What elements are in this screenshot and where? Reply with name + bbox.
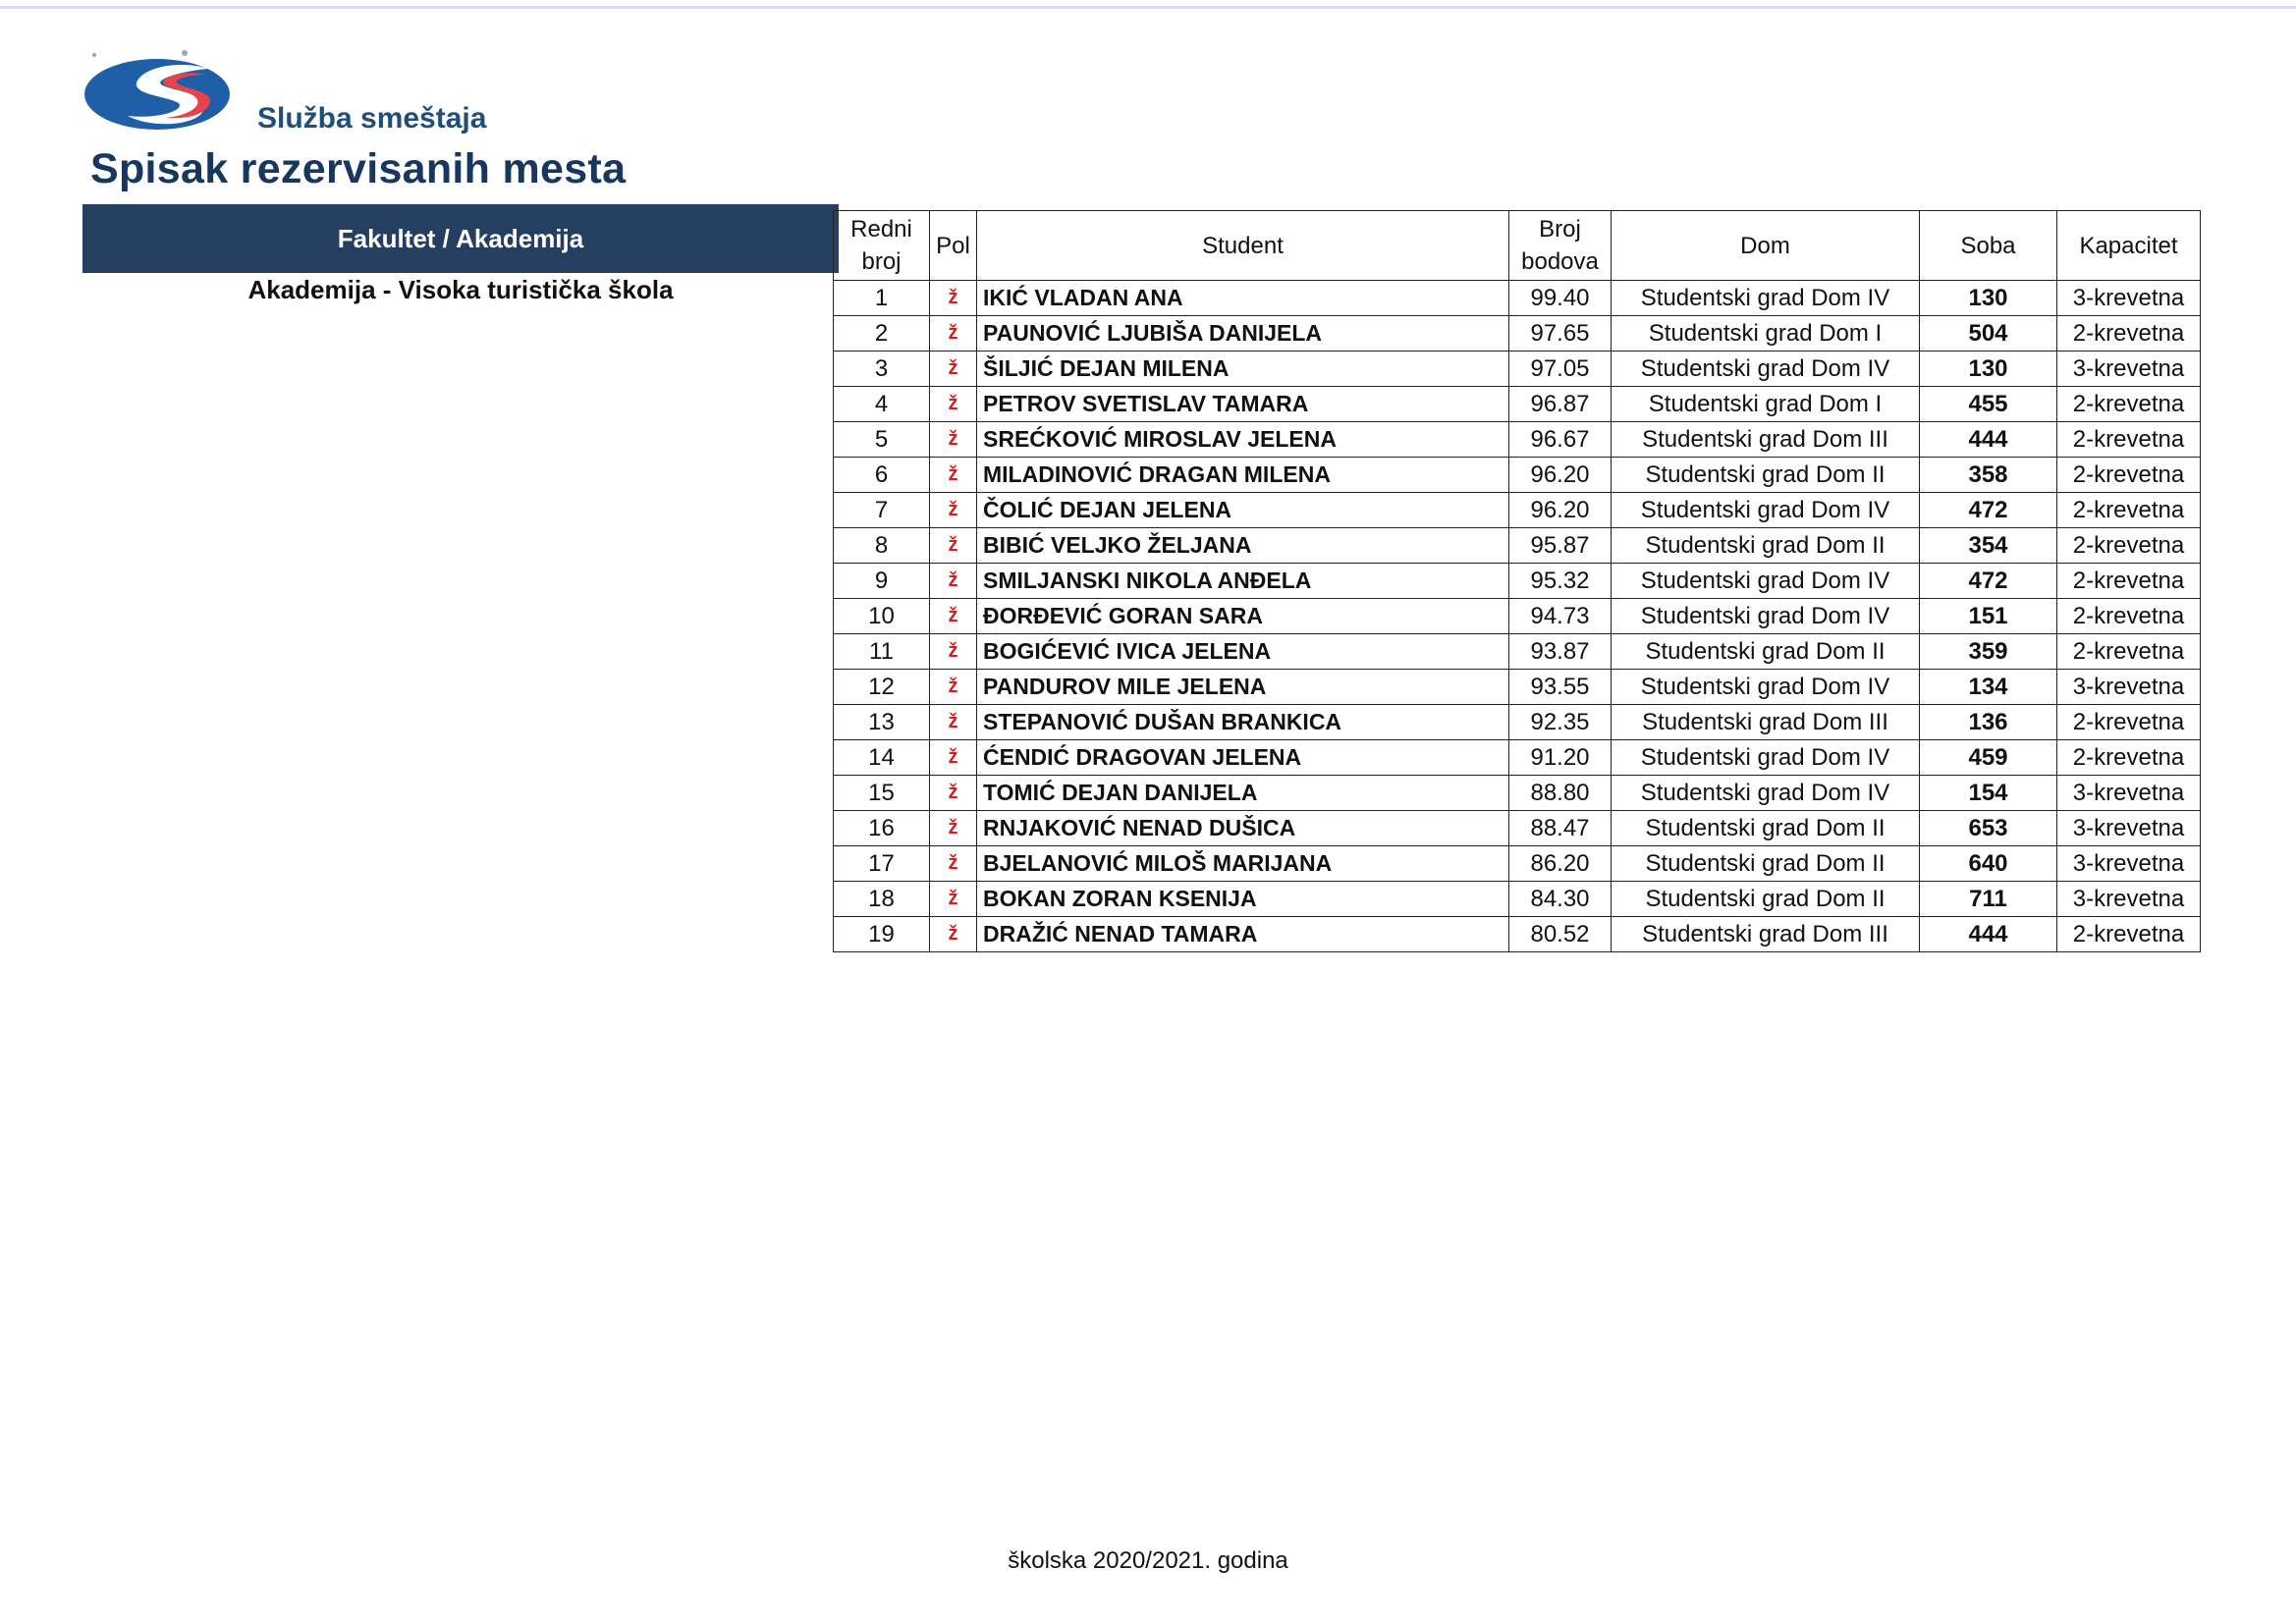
- row-number: 14: [834, 740, 930, 776]
- row-room: 653: [1920, 811, 2057, 846]
- row-capacity: 2-krevetna: [2057, 917, 2201, 952]
- row-number: 6: [834, 458, 930, 493]
- row-number: 18: [834, 882, 930, 917]
- row-number: 7: [834, 493, 930, 528]
- row-capacity: 3-krevetna: [2057, 882, 2201, 917]
- row-gender: ž: [930, 316, 977, 352]
- table-row: [834, 670, 2201, 705]
- table-row: [834, 564, 2201, 599]
- row-dormitory: Studentski grad Dom III: [1612, 705, 1920, 740]
- row-gender: ž: [930, 776, 977, 811]
- row-student-name: SMILJANSKI NIKOLA ANĐELA: [977, 564, 1509, 599]
- row-room: 354: [1920, 528, 2057, 564]
- row-student-name: STEPANOVIĆ DUŠAN BRANKICA: [977, 705, 1509, 740]
- row-student-name: SREĆKOVIĆ MIROSLAV JELENA: [977, 422, 1509, 458]
- row-number: 10: [834, 599, 930, 634]
- row-points: 96.87: [1509, 387, 1612, 422]
- column-header-broj-bodova: Broj bodova: [1509, 211, 1612, 281]
- row-capacity: 2-krevetna: [2057, 740, 2201, 776]
- row-gender: ž: [930, 422, 977, 458]
- column-header-kapacitet: Kapacitet: [2057, 211, 2201, 281]
- row-points: 94.73: [1509, 599, 1612, 634]
- column-header-soba: Soba: [1920, 211, 2057, 281]
- row-student-name: MILADINOVIĆ DRAGAN MILENA: [977, 458, 1509, 493]
- row-capacity: 2-krevetna: [2057, 422, 2201, 458]
- row-capacity: 2-krevetna: [2057, 634, 2201, 670]
- row-room: 504: [1920, 316, 2057, 352]
- row-number: 11: [834, 634, 930, 670]
- row-student-name: IKIĆ VLADAN ANA: [977, 281, 1509, 316]
- service-title: Služba smeštaja: [257, 102, 487, 135]
- row-gender: ž: [930, 599, 977, 634]
- row-room: 130: [1920, 281, 2057, 316]
- row-capacity: 2-krevetna: [2057, 528, 2201, 564]
- row-dormitory: Studentski grad Dom II: [1612, 846, 1920, 882]
- row-student-name: DRAŽIĆ NENAD TAMARA: [977, 917, 1509, 952]
- row-points: 88.47: [1509, 811, 1612, 846]
- row-dormitory: Studentski grad Dom I: [1612, 387, 1920, 422]
- row-number: 16: [834, 811, 930, 846]
- row-capacity: 2-krevetna: [2057, 316, 2201, 352]
- column-header-dom: Dom: [1612, 211, 1920, 281]
- row-gender: ž: [930, 705, 977, 740]
- row-dormitory: Studentski grad Dom II: [1612, 811, 1920, 846]
- row-capacity: 3-krevetna: [2057, 846, 2201, 882]
- row-room: 444: [1920, 917, 2057, 952]
- row-points: 88.80: [1509, 776, 1612, 811]
- row-room: 359: [1920, 634, 2057, 670]
- row-dormitory: Studentski grad Dom III: [1612, 917, 1920, 952]
- row-gender: ž: [930, 882, 977, 917]
- row-number: 2: [834, 316, 930, 352]
- row-room: 154: [1920, 776, 2057, 811]
- row-number: 13: [834, 705, 930, 740]
- row-gender: ž: [930, 917, 977, 952]
- top-rule: [0, 6, 2296, 9]
- row-capacity: 2-krevetna: [2057, 599, 2201, 634]
- row-room: 134: [1920, 670, 2057, 705]
- row-dormitory: Studentski grad Dom IV: [1612, 740, 1920, 776]
- row-points: 86.20: [1509, 846, 1612, 882]
- row-number: 8: [834, 528, 930, 564]
- row-points: 93.87: [1509, 634, 1612, 670]
- row-room: 640: [1920, 846, 2057, 882]
- row-capacity: 2-krevetna: [2057, 387, 2201, 422]
- table-row: [834, 316, 2201, 352]
- row-gender: ž: [930, 740, 977, 776]
- table-row: [834, 422, 2201, 458]
- row-dormitory: Studentski grad Dom IV: [1612, 776, 1920, 811]
- row-student-name: ČOLIĆ DEJAN JELENA: [977, 493, 1509, 528]
- row-student-name: ĐORĐEVIĆ GORAN SARA: [977, 599, 1509, 634]
- table-header-row: [834, 211, 2201, 281]
- row-points: 96.20: [1509, 493, 1612, 528]
- page-title: Spisak rezervisanih mesta: [90, 145, 627, 192]
- row-number: 4: [834, 387, 930, 422]
- table-row: [834, 776, 2201, 811]
- row-student-name: BJELANOVIĆ MILOŠ MARIJANA: [977, 846, 1509, 882]
- row-room: 358: [1920, 458, 2057, 493]
- row-dormitory: Studentski grad Dom IV: [1612, 493, 1920, 528]
- row-gender: ž: [930, 387, 977, 422]
- row-points: 96.20: [1509, 458, 1612, 493]
- row-capacity: 2-krevetna: [2057, 564, 2201, 599]
- row-dormitory: Studentski grad Dom IV: [1612, 670, 1920, 705]
- row-capacity: 2-krevetna: [2057, 458, 2201, 493]
- row-points: 95.32: [1509, 564, 1612, 599]
- row-student-name: ŠILJIĆ DEJAN MILENA: [977, 352, 1509, 387]
- row-number: 12: [834, 670, 930, 705]
- column-header-student: Student: [977, 211, 1509, 281]
- row-number: 17: [834, 846, 930, 882]
- row-capacity: 3-krevetna: [2057, 811, 2201, 846]
- row-dormitory: Studentski grad Dom IV: [1612, 352, 1920, 387]
- row-gender: ž: [930, 352, 977, 387]
- row-gender: ž: [930, 811, 977, 846]
- row-student-name: PAUNOVIĆ LJUBIŠA DANIJELA: [977, 316, 1509, 352]
- row-room: 459: [1920, 740, 2057, 776]
- table-row: [834, 387, 2201, 422]
- table-row: [834, 917, 2201, 952]
- row-points: 84.30: [1509, 882, 1612, 917]
- faculty-name: Akademija - Visoka turistička škola: [247, 275, 674, 304]
- table-row: [834, 882, 2201, 917]
- row-points: 93.55: [1509, 670, 1612, 705]
- row-gender: ž: [930, 493, 977, 528]
- row-gender: ž: [930, 564, 977, 599]
- row-capacity: 3-krevetna: [2057, 776, 2201, 811]
- row-number: 15: [834, 776, 930, 811]
- table-row: [834, 811, 2201, 846]
- row-points: 92.35: [1509, 705, 1612, 740]
- table-row: [834, 493, 2201, 528]
- row-student-name: BOKAN ZORAN KSENIJA: [977, 882, 1509, 917]
- row-points: 96.67: [1509, 422, 1612, 458]
- row-room: 472: [1920, 493, 2057, 528]
- row-points: 91.20: [1509, 740, 1612, 776]
- row-gender: ž: [930, 846, 977, 882]
- table-row: [834, 846, 2201, 882]
- row-number: 3: [834, 352, 930, 387]
- row-dormitory: Studentski grad Dom III: [1612, 422, 1920, 458]
- row-points: 80.52: [1509, 917, 1612, 952]
- row-points: 99.40: [1509, 281, 1612, 316]
- row-dormitory: Studentski grad Dom II: [1612, 458, 1920, 493]
- row-room: 444: [1920, 422, 2057, 458]
- row-capacity: 3-krevetna: [2057, 352, 2201, 387]
- row-points: 97.05: [1509, 352, 1612, 387]
- reservation-table: [833, 210, 2201, 952]
- row-student-name: BOGIĆEVIĆ IVICA JELENA: [977, 634, 1509, 670]
- row-points: 97.65: [1509, 316, 1612, 352]
- table-row: [834, 528, 2201, 564]
- row-room: 711: [1920, 882, 2057, 917]
- row-dormitory: Studentski grad Dom II: [1612, 882, 1920, 917]
- row-dormitory: Studentski grad Dom IV: [1612, 599, 1920, 634]
- table-row: [834, 352, 2201, 387]
- row-dormitory: Studentski grad Dom IV: [1612, 281, 1920, 316]
- column-header-pol: Pol: [930, 211, 977, 281]
- row-dormitory: Studentski grad Dom IV: [1612, 564, 1920, 599]
- row-gender: ž: [930, 281, 977, 316]
- row-number: 19: [834, 917, 930, 952]
- row-number: 1: [834, 281, 930, 316]
- faculty-column-header: Fakultet / Akademija: [82, 204, 839, 273]
- row-student-name: RNJAKOVIĆ NENAD DUŠICA: [977, 811, 1509, 846]
- table-row: [834, 458, 2201, 493]
- row-student-name: TOMIĆ DEJAN DANIJELA: [977, 776, 1509, 811]
- table-row: [834, 634, 2201, 670]
- row-student-name: PETROV SVETISLAV TAMARA: [977, 387, 1509, 422]
- row-points: 95.87: [1509, 528, 1612, 564]
- row-room: 130: [1920, 352, 2057, 387]
- row-gender: ž: [930, 670, 977, 705]
- row-room: 136: [1920, 705, 2057, 740]
- row-capacity: 3-krevetna: [2057, 670, 2201, 705]
- row-room: 151: [1920, 599, 2057, 634]
- row-capacity: 3-krevetna: [2057, 281, 2201, 316]
- row-capacity: 2-krevetna: [2057, 493, 2201, 528]
- row-student-name: BIBIĆ VELJKO ŽELJANA: [977, 528, 1509, 564]
- row-number: 5: [834, 422, 930, 458]
- table-row: [834, 281, 2201, 316]
- table-row: [834, 740, 2201, 776]
- row-dormitory: Studentski grad Dom II: [1612, 528, 1920, 564]
- table-row: [834, 705, 2201, 740]
- table-row: [834, 599, 2201, 634]
- footer-school-year: školska 2020/2021. godina: [1008, 1547, 1288, 1574]
- row-student-name: PANDUROV MILE JELENA: [977, 670, 1509, 705]
- service-logo-icon: [82, 47, 236, 135]
- row-gender: ž: [930, 528, 977, 564]
- row-capacity: 2-krevetna: [2057, 705, 2201, 740]
- row-gender: ž: [930, 458, 977, 493]
- row-student-name: ĆENDIĆ DRAGOVAN JELENA: [977, 740, 1509, 776]
- row-dormitory: Studentski grad Dom II: [1612, 634, 1920, 670]
- row-room: 455: [1920, 387, 2057, 422]
- row-number: 9: [834, 564, 930, 599]
- row-dormitory: Studentski grad Dom I: [1612, 316, 1920, 352]
- column-header-redni-broj: Redni broj: [834, 211, 930, 281]
- row-room: 472: [1920, 564, 2057, 599]
- row-gender: ž: [930, 634, 977, 670]
